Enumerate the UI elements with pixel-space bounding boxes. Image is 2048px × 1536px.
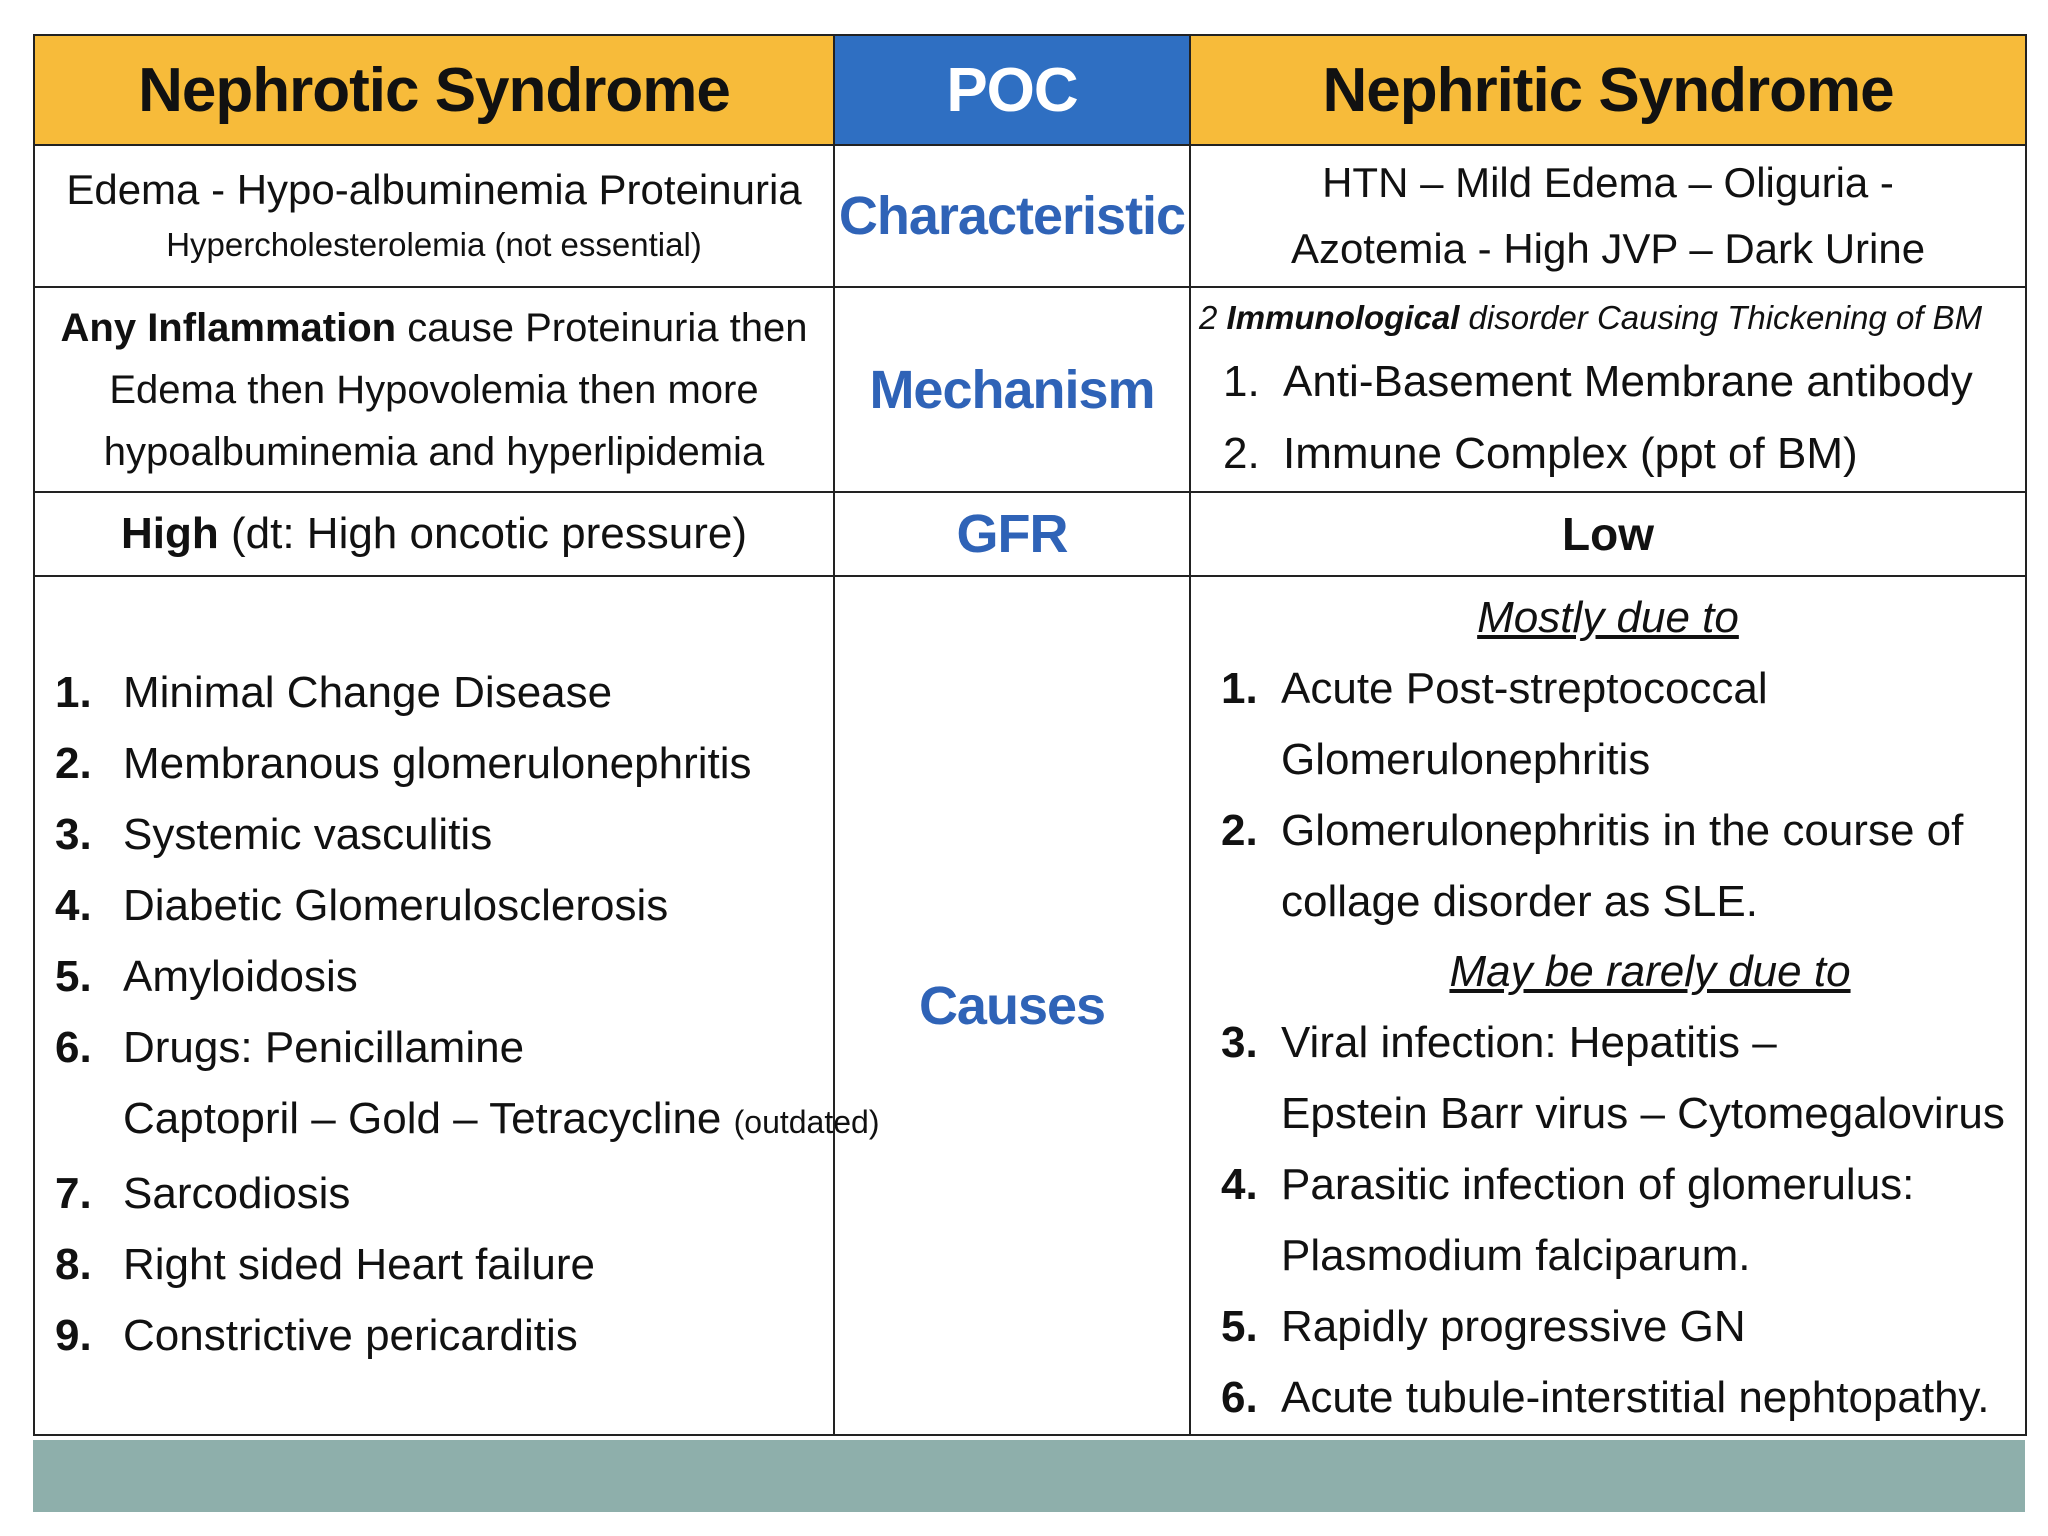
- list-item: [1199, 346, 2025, 418]
- gfr-high: High: [121, 509, 219, 558]
- mechanism-list: [1199, 346, 2025, 490]
- intro-number: 2: [1199, 298, 1227, 336]
- gfr-high-reason: (dt: High oncotic pressure): [218, 509, 747, 558]
- nephritic-characteristic: [1190, 145, 2026, 287]
- list-text: Immune Complex (ppt of BM): [1283, 428, 1858, 478]
- list-item: [1191, 653, 2025, 724]
- list-text: Anti-Basement Membrane antibody: [1283, 356, 1973, 406]
- nephritic-mechanism: [1190, 287, 2026, 492]
- list-text: Membranous glomerulonephritis: [123, 739, 752, 788]
- list-text: [35, 1083, 880, 1158]
- list-text: Viral infection: Hepatitis –: [1281, 1018, 1777, 1067]
- outdated-note: (outdated): [733, 1104, 880, 1140]
- nephrotic-mechanism-line1: [35, 297, 833, 359]
- nephritic-gfr: Low: [1190, 492, 2026, 576]
- list-text: Minimal Change Disease: [123, 668, 613, 717]
- list-number: 1.: [1223, 356, 1260, 406]
- list-number: 7.: [55, 1169, 92, 1218]
- nephritic-cause-list-common: [1191, 653, 2025, 937]
- list-text: Diabetic Glomerulosclerosis: [123, 881, 669, 930]
- nephrotic-mechanism-line2: Edema then Hypovolemia then more: [109, 367, 759, 412]
- nephrotic-mechanism: [34, 287, 834, 492]
- list-item-continuation: [1191, 866, 2025, 937]
- list-text: Systemic vasculitis: [123, 810, 493, 859]
- gfr-row: [34, 492, 2026, 576]
- list-item: [35, 1300, 833, 1371]
- list-number: 1.: [1221, 664, 1258, 713]
- list-item: [35, 799, 833, 870]
- mostly-due-to-heading: Mostly due to: [1477, 593, 1739, 642]
- list-item: [35, 657, 833, 728]
- list-number: 2.: [55, 739, 92, 788]
- list-item: [35, 1158, 833, 1229]
- nephritic-mechanism-intro: [1199, 290, 2025, 346]
- poc-header: POC: [834, 35, 1190, 145]
- list-number: 4.: [1221, 1160, 1258, 1209]
- nephrotic-cause-list: [35, 657, 880, 1371]
- causes-row: [34, 576, 2026, 1435]
- list-number: 1.: [55, 668, 92, 717]
- nephrotic-gfr: [34, 492, 834, 576]
- nephrotic-header: Nephrotic Syndrome: [34, 35, 834, 145]
- nephrotic-characteristic-line2: Hypercholesterolemia (not essential): [166, 226, 702, 263]
- list-item: [35, 1012, 833, 1083]
- causes-label: Causes: [834, 576, 1190, 1435]
- list-number: 4.: [55, 881, 92, 930]
- characteristic-label: Characteristic: [834, 145, 1190, 287]
- mechanism-line1-rest: cause Proteinuria then: [396, 305, 808, 350]
- gfr-label: GFR: [834, 492, 1190, 576]
- list-item: [1191, 1149, 2025, 1220]
- comparison-table: [33, 34, 2027, 1436]
- nephritic-characteristic-line2: Azotemia - High JVP – Dark Urine: [1290, 225, 1926, 272]
- list-item: [35, 728, 833, 799]
- nephrotic-characteristic-line1: Edema - Hypo-albuminemia Proteinuria: [66, 166, 802, 213]
- nephritic-causes: [1190, 576, 2026, 1435]
- list-text: Glomerulonephritis: [1281, 735, 1651, 784]
- nephrotic-mechanism-line3: hypoalbuminemia and hyperlipidemia: [103, 429, 765, 474]
- list-number: 5.: [55, 952, 92, 1001]
- list-item: [1191, 1362, 2025, 1433]
- list-text: Glomerulonephritis in the course of: [1281, 806, 1964, 855]
- list-text: Epstein Barr virus – Cytomegalovirus: [1281, 1089, 2005, 1138]
- intro-rest: disorder Causing Thickening of BM: [1459, 298, 1983, 336]
- list-text: Drugs: Penicillamine: [123, 1023, 525, 1072]
- list-text: collage disorder as SLE.: [1281, 877, 1758, 926]
- list-text: Constrictive pericarditis: [123, 1311, 578, 1360]
- list-number: 3.: [1221, 1018, 1258, 1067]
- list-item-continuation: [35, 1083, 880, 1158]
- intro-emphasis: Immunological: [1226, 298, 1460, 336]
- list-number: 3.: [55, 810, 92, 859]
- list-text: Rapidly progressive GN: [1281, 1302, 1746, 1351]
- list-text: Sarcodiosis: [123, 1169, 351, 1218]
- list-item: [1199, 418, 2025, 490]
- list-number: 6.: [55, 1023, 92, 1072]
- mechanism-label: Mechanism: [834, 287, 1190, 492]
- list-item: [1191, 1291, 2025, 1362]
- list-text: Plasmodium falciparum.: [1281, 1231, 1751, 1280]
- list-item: [35, 870, 833, 941]
- characteristic-row: [34, 145, 2026, 287]
- list-number: 6.: [1221, 1373, 1258, 1422]
- header-row: [34, 35, 2026, 145]
- footer-bar: [33, 1440, 2025, 1512]
- list-item: [1191, 1007, 2025, 1078]
- list-text: Acute tubule-interstitial nephtopathy.: [1281, 1373, 1990, 1422]
- list-number: 2.: [1221, 806, 1258, 855]
- mechanism-emphasis: Any Inflammation: [60, 305, 397, 350]
- mechanism-row: [34, 287, 2026, 492]
- list-item: [35, 941, 833, 1012]
- list-text: Acute Post-streptococcal: [1281, 664, 1768, 713]
- list-number: 5.: [1221, 1302, 1258, 1351]
- drug-list: Captopril – Gold – Tetracycline: [123, 1094, 734, 1143]
- list-item-continuation: [1191, 724, 2025, 795]
- slide: [33, 34, 2025, 1512]
- nephritic-characteristic-line1: HTN – Mild Edema – Oliguria -: [1322, 159, 1894, 206]
- list-item: [1191, 795, 2025, 866]
- list-item-continuation: [1191, 1220, 2025, 1291]
- list-text: Right sided Heart failure: [123, 1240, 596, 1289]
- nephritic-cause-list-rare: [1191, 1007, 2025, 1433]
- nephritic-header: Nephritic Syndrome: [1190, 35, 2026, 145]
- rarely-due-to-heading: May be rarely due to: [1449, 947, 1851, 996]
- nephrotic-causes: [34, 576, 880, 1435]
- list-number: 2.: [1223, 428, 1260, 478]
- nephrotic-characteristic: [34, 145, 834, 287]
- list-text: Amyloidosis: [123, 952, 358, 1001]
- list-number: 8.: [55, 1240, 92, 1289]
- list-item-continuation: [1191, 1078, 2025, 1149]
- list-item: [35, 1229, 833, 1300]
- list-text: Parasitic infection of glomerulus:: [1281, 1160, 1915, 1209]
- list-number: 9.: [55, 1311, 92, 1360]
